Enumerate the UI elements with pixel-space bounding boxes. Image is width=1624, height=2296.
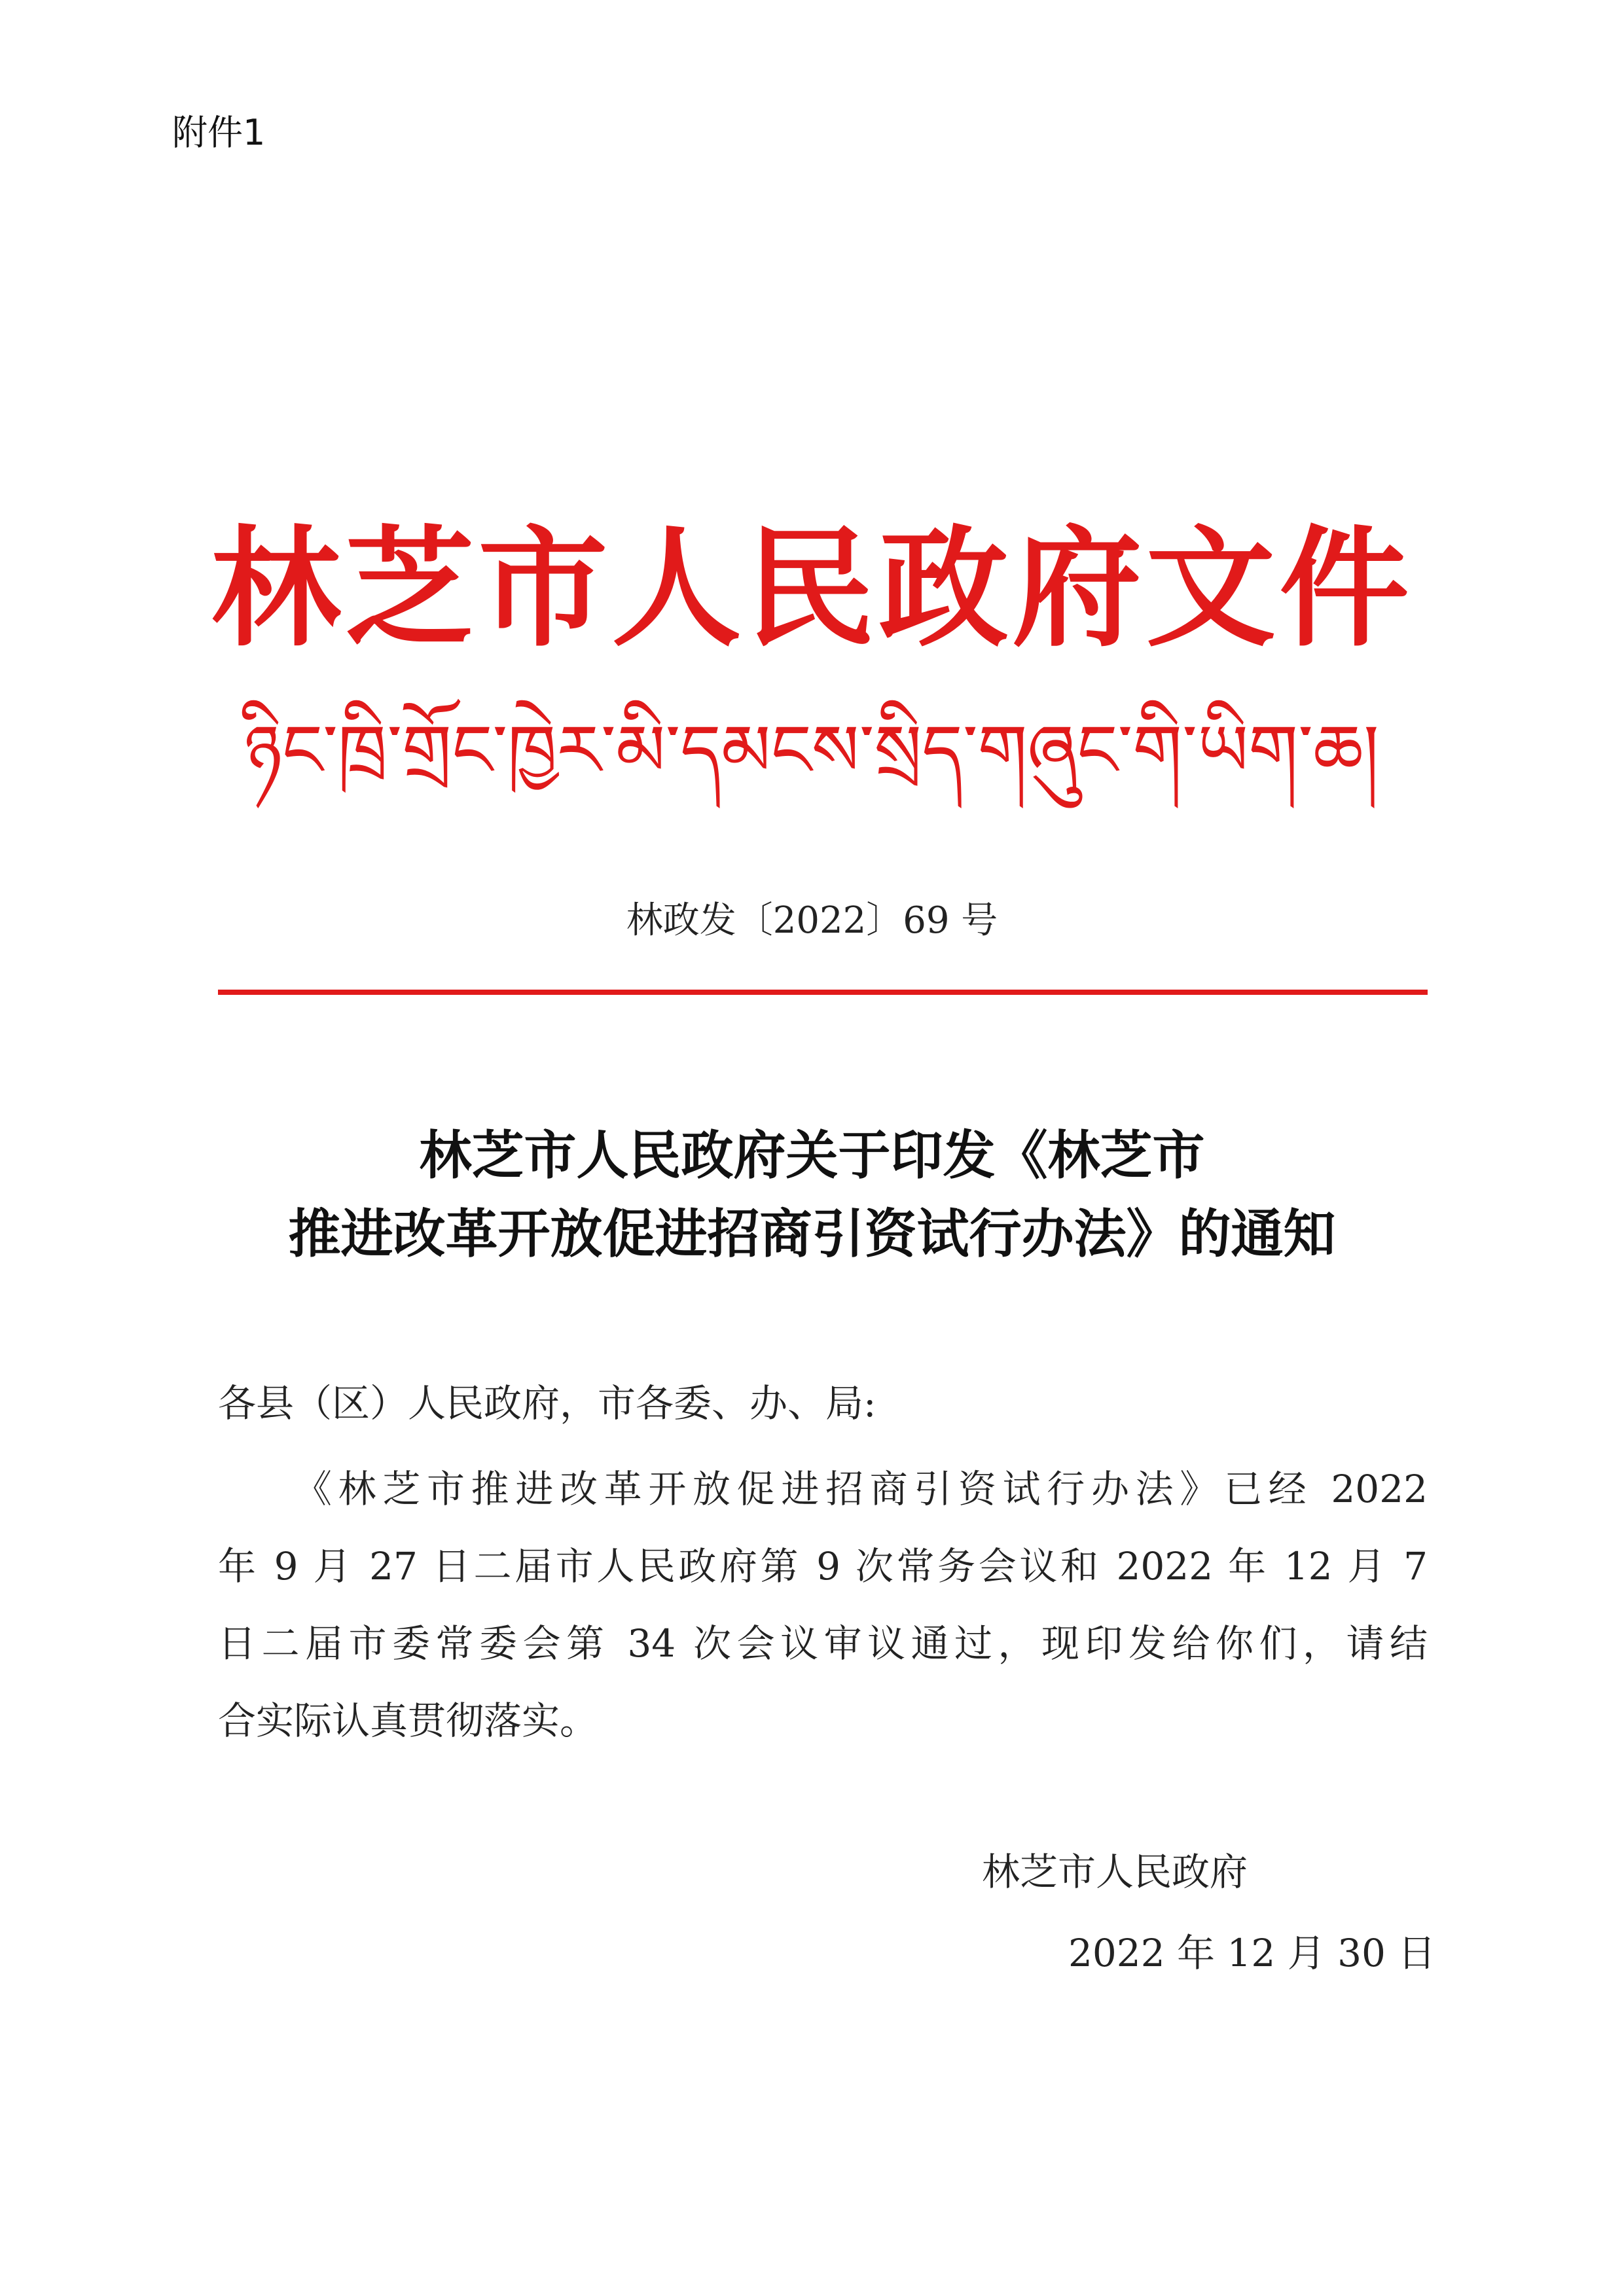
issue-date: 2022 年 12 月 30 日 [1068, 1931, 1436, 1975]
body-line-4: 合实际认真贯彻落实。 [218, 1698, 598, 1743]
notice-title-line-2: 推进改革开放促进招商引资试行办法》的通知 [288, 1203, 1336, 1265]
salutation: 各县（区）人民政府，市各委、办、局: [218, 1381, 876, 1426]
body-line-3: 日二届市委常委会第 34 次会议审议通过，现印发给你们，请结 [218, 1621, 1428, 1666]
issuing-authority: 林芝市人民政府 [982, 1850, 1248, 1894]
red-divider [218, 990, 1428, 995]
attachment-label: 附件1 [172, 112, 266, 153]
body-line-1: 《林芝市推进改革开放促进招商引资试行办法》已经 2022 [294, 1467, 1428, 1511]
masthead-tibetan-title: ཉིང་ཁྲི་གྲོང་ཁྱེར་མི་དམངས་སྲིད་གཞུང་གི་ཡིག་ཆ། [244, 710, 1379, 792]
notice-body [218, 1450, 1428, 1759]
notice-title [0, 1116, 1624, 1273]
body-line-2: 年 9 月 27 日二届市人民政府第 9 次常务会议和 2022 年 12 月 7 [218, 1544, 1428, 1588]
masthead-title: 林芝市人民政府文件 [211, 513, 1413, 664]
document-number: 林政发〔2022〕69 号 [626, 899, 998, 942]
notice-title-line-1: 林芝市人民政府关于印发《林芝市 [419, 1124, 1205, 1186]
